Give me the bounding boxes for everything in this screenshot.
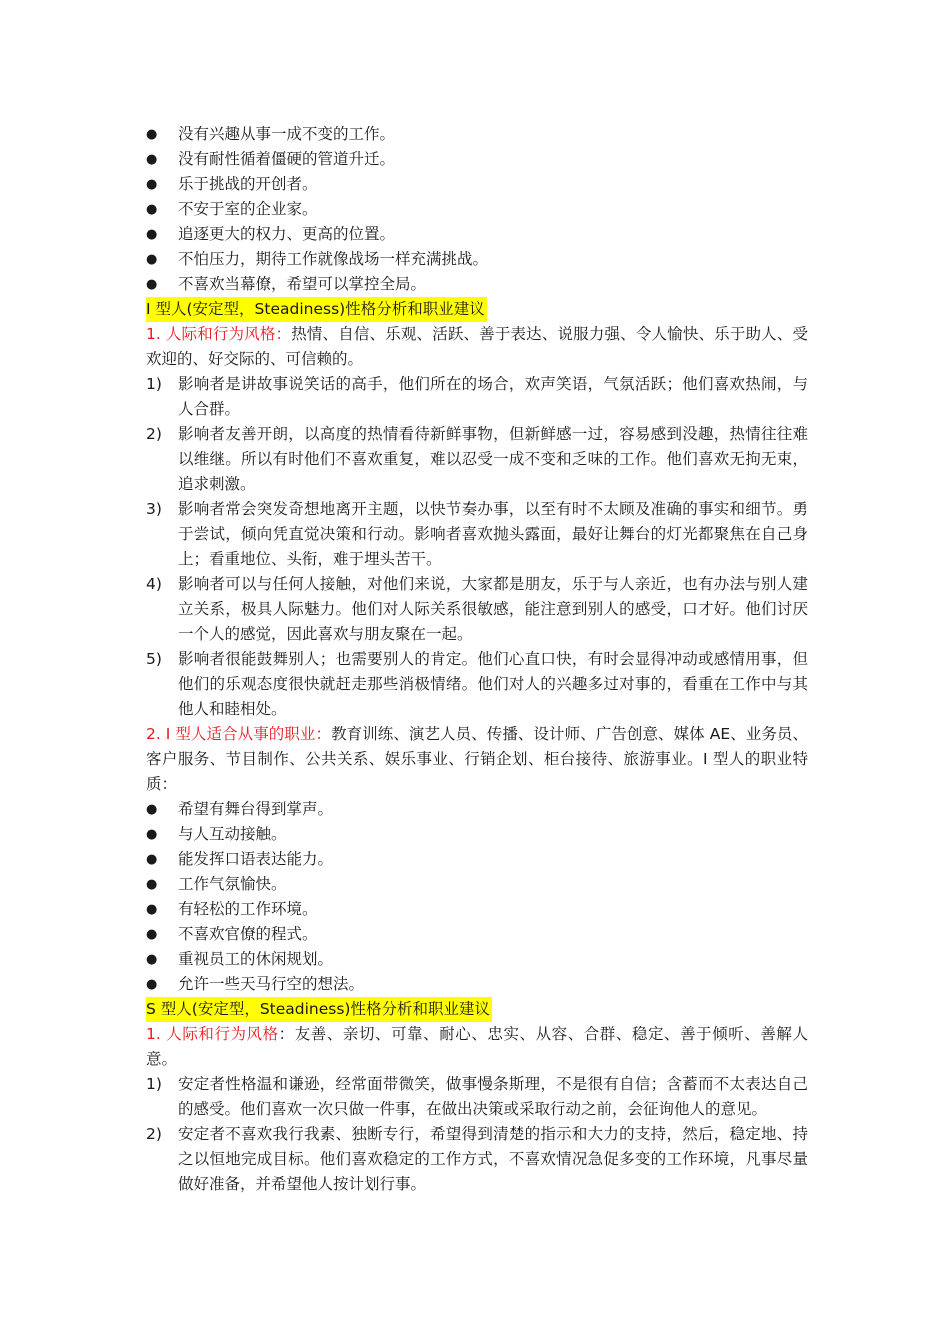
section-heading-i-type [146, 297, 808, 322]
list-item-text: 不怕压力，期待工作就像战场一样充满挑战。 [178, 250, 489, 268]
list-item-text: 工作气氛愉快。 [178, 875, 287, 893]
item-text: 影响者友善开朗，以高度的热情看待新鲜事物，但新鲜感一过，容易感到没趣，热情往往难以维继。所以有时他们不喜欢重复，难以忍受一成不变和乏味的工作。他们喜欢无拘无束，追求刺激。 [178, 425, 808, 493]
bullet-icon: ● [146, 177, 158, 192]
item-text: 影响者常会突发奇想地离开主题，以快节奏办事，以至有时不太顾及准确的事实和细节。勇于尝试，倾向凭直觉决策和行动。影响者喜欢抛头露面，最好让舞台的灯光都聚焦在自己身上；看重地位、头衔，难于埋头苦干。 [178, 500, 808, 568]
paragraph-style [146, 322, 808, 372]
bullet-icon: ● [146, 927, 158, 942]
item-text: 影响者是讲故事说笑话的高手，他们所在的场合，欢声笑语，气氛活跃；他们喜欢热闹，与人合群。 [178, 375, 808, 418]
list-item-text: 不安于室的企业家。 [178, 200, 318, 218]
bullet-icon: ● [146, 227, 158, 242]
document-page [146, 122, 808, 1197]
list-item [146, 147, 808, 172]
bullet-icon: ● [146, 877, 158, 892]
list-item-text: 希望有舞台得到掌声。 [178, 800, 334, 818]
highlighted-heading: S 型人(安定型，Steadiness)性格分析和职业建议 [146, 997, 492, 1022]
paragraph-text: 热情、自信、乐观、活跃、善于表达、说服力强、令人愉快、乐于助人、受欢迎的、好交际的、可信赖的。 [146, 325, 808, 368]
item-number: 4) [146, 575, 162, 593]
list-item [146, 122, 808, 147]
list-item-text: 没有耐性循着僵硬的管道升迁。 [178, 150, 396, 168]
bullet-icon: ● [146, 827, 158, 842]
item-number: 1) [146, 375, 162, 393]
numbered-item [146, 572, 808, 647]
numbered-item [146, 1122, 808, 1197]
list-item [146, 197, 808, 222]
list-item [146, 897, 808, 922]
list-item [146, 172, 808, 197]
bullet-list-top [146, 122, 808, 297]
bullet-icon: ● [146, 252, 158, 267]
numbered-list-i [146, 372, 808, 722]
list-item-text: 重视员工的休闲规划。 [178, 950, 334, 968]
list-item [146, 947, 808, 972]
list-item-text: 与人互动接触。 [178, 825, 287, 843]
list-item [146, 797, 808, 822]
bullet-icon: ● [146, 802, 158, 817]
item-text: 安定者不喜欢我行我素、独断专行，希望得到清楚的指示和大力的支持，然后，稳定地、持之以恒地完成目标。他们喜欢稳定的工作方式，不喜欢情况急促多变的工作环境，凡事尽量做好准备，并希望他人按计划行事。 [178, 1125, 808, 1193]
numbered-item [146, 1072, 808, 1122]
bullet-icon: ● [146, 152, 158, 167]
list-item [146, 222, 808, 247]
bullet-icon: ● [146, 902, 158, 917]
paragraph-style [146, 1022, 808, 1072]
highlighted-heading: I 型人(安定型，Steadiness)性格分析和职业建议 [146, 297, 487, 322]
numbered-list-s [146, 1072, 808, 1197]
bullet-icon: ● [146, 277, 158, 292]
list-item-text: 不喜欢当幕僚，希望可以掌控全局。 [178, 275, 427, 293]
bullet-icon: ● [146, 952, 158, 967]
list-item-text: 追逐更大的权力、更高的位置。 [178, 225, 396, 243]
item-text: 安定者性格温和谦逊，经常面带微笑，做事慢条斯理，不是很有自信；含蓄而不太表达自己的感受。他们喜欢一次只做一件事，在做出决策或采取行动之前，会征询他人的意见。 [178, 1075, 808, 1118]
numbered-item [146, 422, 808, 497]
bullet-icon: ● [146, 127, 158, 142]
item-text: 影响者可以与任何人接触，对他们来说，大家都是朋友，乐于与人亲近，也有办法与别人建立关系，极具人际魅力。他们对人际关系很敏感，能注意到别人的感受，口才好。他们讨厌一个人的感觉，因此喜欢与朋友聚在一起。 [178, 575, 808, 643]
list-item-text: 能发挥口语表达能力。 [178, 850, 334, 868]
item-number: 2) [146, 1125, 162, 1143]
red-label: 1. 人际和行为风格 [146, 1025, 279, 1043]
list-item [146, 847, 808, 872]
item-number: 2) [146, 425, 162, 443]
numbered-item [146, 372, 808, 422]
list-item-text: 乐于挑战的开创者。 [178, 175, 318, 193]
paragraph-text: 教育训练、演艺人员、传播、设计师、广告创意、媒体 AE、业务员、客户服务、节目制作、公共关系、娱乐事业、行销企划、柜台接待、旅游事业。I 型人的职业特质： [146, 725, 808, 793]
bullet-icon: ● [146, 852, 158, 867]
bullet-icon: ● [146, 977, 158, 992]
list-item [146, 822, 808, 847]
paragraph-text: ：友善、亲切、可靠、耐心、忠实、从容、合群、稳定、善于倾听、善解人意。 [146, 1025, 808, 1068]
list-item [146, 272, 808, 297]
numbered-item [146, 647, 808, 722]
item-number: 1) [146, 1075, 162, 1093]
item-number: 3) [146, 500, 162, 518]
bullet-list-traits [146, 797, 808, 997]
list-item-text: 不喜欢官僚的程式。 [178, 925, 318, 943]
list-item [146, 247, 808, 272]
item-text: 影响者很能鼓舞别人；也需要别人的肯定。他们心直口快，有时会显得冲动或感情用事，但他们的乐观态度很快就赶走那些消极情绪。他们对人的兴趣多过对事的，看重在工作中与其他人和睦相处。 [178, 650, 808, 718]
bullet-icon: ● [146, 202, 158, 217]
list-item-text: 没有兴趣从事一成不变的工作。 [178, 125, 396, 143]
numbered-item [146, 497, 808, 572]
list-item [146, 872, 808, 897]
list-item-text: 允许一些天马行空的想法。 [178, 975, 365, 993]
section-heading-s-type [146, 997, 808, 1022]
red-label: 1. 人际和行为风格： [146, 325, 292, 343]
item-number: 5) [146, 650, 162, 668]
red-label: 2. I 型人适合从事的职业： [146, 725, 332, 743]
list-item [146, 922, 808, 947]
paragraph-career [146, 722, 808, 797]
list-item-text: 有轻松的工作环境。 [178, 900, 318, 918]
list-item [146, 972, 808, 997]
